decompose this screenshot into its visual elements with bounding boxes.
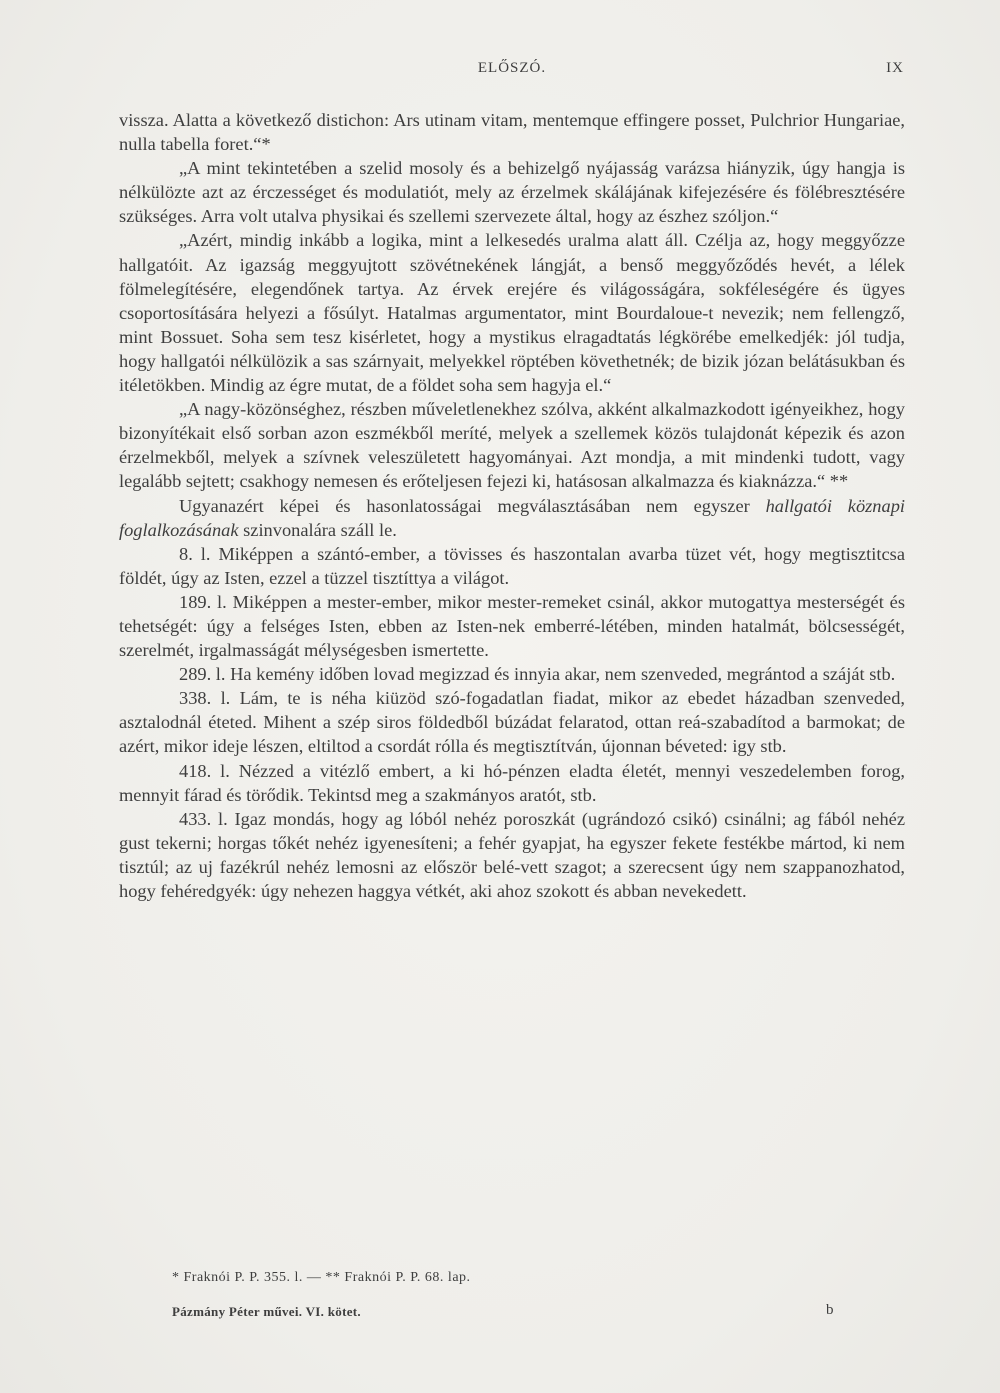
quotation-item: 433. l. Igaz mondás, hogy ag lóból nehéz poroszkát (ugrándozó csikó) csinálni; ag fából nehéz gust tekerni; horgas tőkét nehéz igyenesíteni; a fehér gyapjat, ha egyszer fekete festékbe mártod, ki nem tisztúl; az uj fazékrúl nehéz lemosni az először belé-vett szagot; a szerecsent úgy nem szappanozhatod, hogy fehéredgyék: úgy nehezen haggya vétkét, aki ahoz szokott és abban nevekedett. — [119, 808, 905, 901]
signature-mark: b — [826, 1302, 834, 1318]
paragraph — [119, 494, 905, 542]
paragraph: „Azért, mindig inkább a logika, mint a lelkesedés uralma alatt áll. Czélja az, hogy meggyőzze hallgatóit. Az igazság meggyujtott szövétnekének lángját, a benső meggyőződés hevét, a lélek fölmelegítésére, elegendőnek tartya. Az érvek erejére és világosságára, sokféleségére és ügyes csoportosítására helyezi a fősúlyt. Hatalmas argumentator, mint Bourdaloue-t nevezik; nem fellengző, mint Bossuet. Soha sem tesz kisérletet, hogy a mystikus elragadtatás légkörébe emelkedjék: jól tudja, hogy hallgatói nélkülözik a sas szárnyait, melyekkel röptében követhetnék; de bizik józan belátásukban és itéletökben. Mindig az égre mutat, de a földet soha sem hagyja el.“ — [119, 230, 905, 396]
footnotes: * Fraknói P. P. 355. l. — ** Fraknói P. P. 68. lap. — [172, 1270, 471, 1285]
imprint-line: Pázmány Péter művei. VI. kötet. — [172, 1304, 361, 1319]
body-text — [119, 108, 905, 903]
running-head — [120, 60, 904, 84]
paragraph-text: Ugyanazért képei és hasonlatosságai megválasztásában nem egyszer — [179, 495, 766, 516]
quotation-item: 8. l. Miképpen a szántó-ember, a tövisses és haszontalan avarba tüzet vét, hogy megtisztitcsa földét, úgy az Isten, ezzel a tüzzel tisztíttya a világot. — [119, 543, 905, 588]
paragraph: „A nagy-közönséghez, részben műveletlenekhez szólva, akként alkalmazkodott igényeikhez, hogy bizonyítékait első sorban azon eszmékből meríté, melyek a szellemek közös tulajdonát képezik és azon érzelmekből, melyek a szívnek veleszületett hagyományai. Azt mondja, a mit mindenki tudott, vagy legalább sejtett; csakhogy nemesen és erőteljesen fejezi ki, hatásosan alkalmazza és kiaknázza.“ ** — [119, 399, 905, 492]
quotation-item: 289. l. Ha kemény időben lovad megizzad és innyia akar, nem szenveded, megrántod a száját stb. — [179, 664, 896, 685]
paragraph: „A mint tekintetében a szelid mosoly és a behizelgő nyájasság varázsa hiányzik, úgy hangja is nélkülözte azt az érczességet és modulatiót, mely az érzelmek skálájának kifejezésére és fölébresztésére szükséges. Arra volt utalva physikai és szellemi szervezete által, hogy az észhez szóljon.“ — [119, 158, 905, 227]
page-number: IX — [886, 60, 904, 76]
paragraph: vissza. Alatta a következő distichon: Ars utinam vitam, mentemque effingere posset, Pulchrior Hungariae, nulla tabella foret.“* — [119, 110, 905, 155]
quotation-item: 189. l. Miképpen a mester-ember, mikor mester-remeket csinál, akkor mutogattya mesterségét és tehetségét: úgy a felséges Isten, ebben az Isten-nek emberré-létében, minden hatalmát, bölcsességét, szerelmét, irgalmasságát mélységesben ismertette. — [119, 591, 905, 661]
paragraph-text: szinvonalára száll le. — [238, 519, 397, 540]
quotation-item: 418. l. Nézzed a vitézlő embert, a ki hó-pénzen eladta életét, mennyi veszedelemben forog, mennyit fárad és törődik. Tekintsd meg a szakmányos aratót, stb. — [119, 760, 905, 805]
chapter-title: ELŐSZÓ. — [477, 60, 547, 76]
quotation-item: 338. l. Lám, te is néha kiüzöd szó-fogadatlan fiadat, mikor az ebedet házadban szenveded, asztalodnál éteted. Mihent a szép siros földedből búzádat felaratod, ottan reá-szabadítod a barmokat; de azért, mikor ideje lészen, eltiltod a csordát rólla és megtisztítván, újonnan béveted: igy stb. — [119, 688, 905, 757]
italic-phrase: hallgatói köznapi foglalkozásának — [119, 495, 905, 540]
